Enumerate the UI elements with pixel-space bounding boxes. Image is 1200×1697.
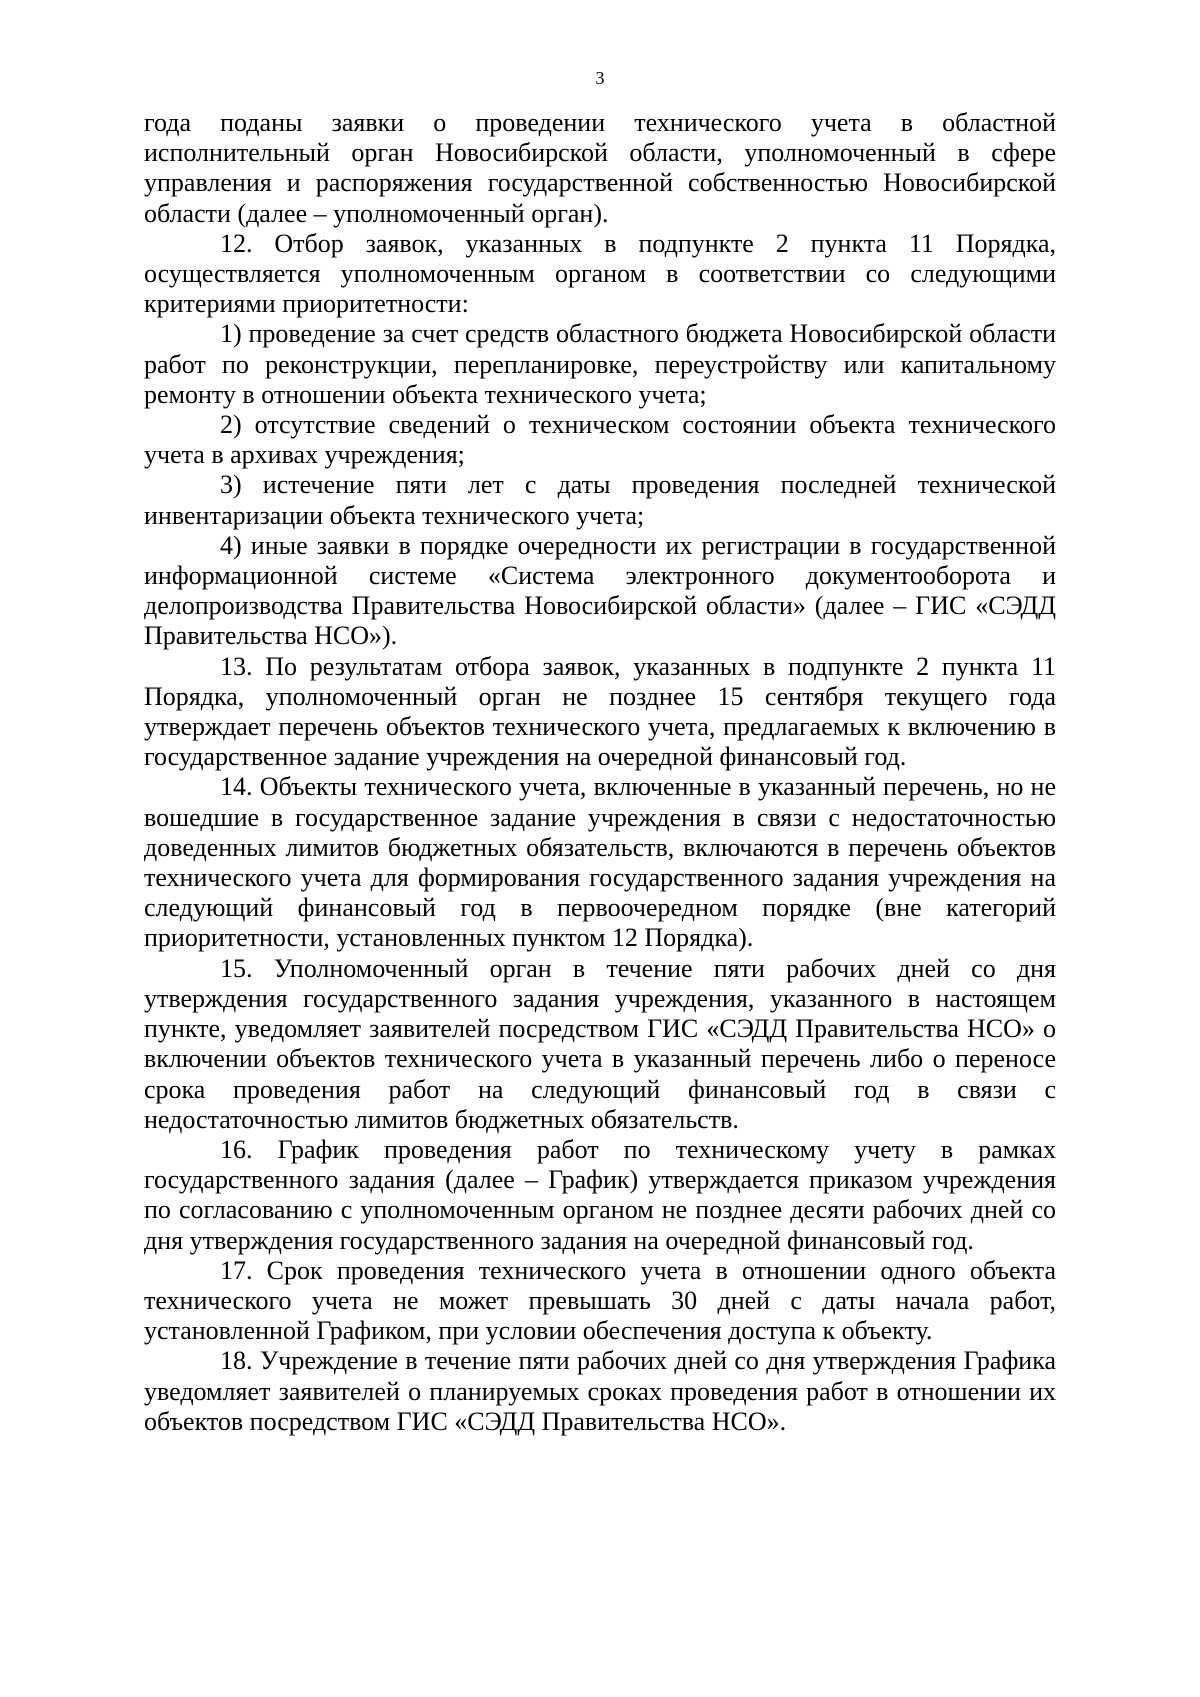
paragraph-12-item-4: 4) иные заявки в порядке очередности их регистрации в государственной информационной системе «Система электронного документооборота и делопроизводства Правительства Новосибирской области» (далее – ГИС «СЭДД Правительства НСО»).	[144, 530, 1056, 651]
paragraph-18: 18. Учреждение в течение пяти рабочих дней со дня утверждения Графика уведомляет заявителей о планируемых сроках проведения работ в отношении их объектов посредством ГИС «СЭДД Правительства НСО».	[144, 1346, 1056, 1436]
paragraph-12-item-3: 3) истечение пяти лет с даты проведения последней технической инвентаризации объекта технического учета;	[144, 470, 1056, 530]
paragraph-14: 14. Объекты технического учета, включенные в указанный перечень, но не вошедшие в государственное задание учреждения в связи с недостаточностью доведенных лимитов бюджетных обязательств, включаются в перечень объектов технического учета для формирования государственного задания учреждения на следующий финансовый год в первоочередном порядке (вне категорий приоритетности, установленных пунктом 12 Порядка).	[144, 772, 1056, 953]
paragraph-continuation: года поданы заявки о проведении технического учета в областной исполнительный орган Новосибирской области, уполномоченный в сфере управления и распоряжения государственной собственностью Новосибирской области (далее – уполномоченный орган).	[144, 108, 1056, 228]
page-number: 3	[595, 68, 605, 88]
paragraph-12-item-2: 2) отсутствие сведений о техническом состоянии объекта технического учета в архивах учреждения;	[144, 410, 1056, 470]
paragraph-13: 13. По результатам отбора заявок, указанных в подпункте 2 пункта 11 Порядка, уполномоченный орган не позднее 15 сентября текущего года утверждает перечень объектов технического учета, предлагаемых к включению в государственное задание учреждения на очередной финансовый год.	[144, 651, 1056, 772]
paragraph-17: 17. Срок проведения технического учета в отношении одного объекта технического учета не может превышать 30 дней с даты начала работ, установленной Графиком, при условии обеспечения доступа к объекту.	[144, 1255, 1056, 1346]
paragraph-15: 15. Уполномоченный орган в течение пяти рабочих дней со дня утверждения государственного задания учреждения, указанного в настоящем пункте, уведомляет заявителей посредством ГИС «СЭДД Правительства НСО» о включении объектов технического учета в указанный перечень либо о переносе срока проведения работ на следующий финансовый год в связи с недостаточностью лимитов бюджетных обязательств.	[144, 953, 1056, 1134]
paragraph-12-item-1: 1) проведение за счет средств областного бюджета Новосибирской области работ по реконструкции, перепланировке, переустройству или капитальному ремонту в отношении объекта технического учета;	[144, 319, 1056, 409]
paragraph-16: 16. График проведения работ по техническому учету в рамках государственного задания (далее – График) утверждается приказом учреждения по согласованию с уполномоченным органом не позднее десяти рабочих дней со дня утверждения государственного задания на очередной финансовый год.	[144, 1134, 1056, 1255]
document-body	[144, 108, 1056, 1437]
paragraph-12: 12. Отбор заявок, указанных в подпункте 2 пункта 11 Порядка, осуществляется уполномоченным органом в соответствии со следующими критериями приоритетности:	[144, 228, 1056, 319]
